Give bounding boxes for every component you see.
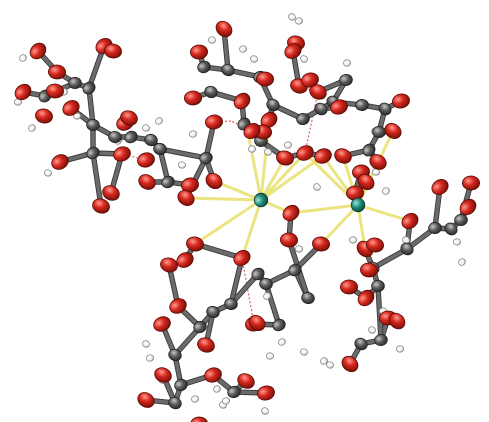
- carbon-atom: [300, 291, 315, 305]
- carbon-atom: [80, 80, 97, 97]
- coordination-bond: [195, 200, 261, 244]
- coordination-bond: [291, 205, 358, 213]
- oxygen-atom: [135, 390, 157, 411]
- hydrogen-atom: [266, 352, 274, 360]
- oxygen-atom: [231, 247, 253, 268]
- carbon-atom: [374, 333, 389, 347]
- oxygen-atom: [190, 44, 208, 59]
- oxygen-atom: [399, 210, 421, 232]
- coordination-bond: [242, 200, 261, 258]
- oxygen-atom: [152, 365, 173, 385]
- oxygen-atom: [136, 151, 157, 169]
- carbon-atom: [373, 126, 386, 137]
- oxygen-atom: [48, 65, 66, 80]
- hydrogen-atom: [277, 337, 286, 346]
- metal-atom: [351, 198, 365, 212]
- oxygen-atom: [111, 144, 132, 163]
- coordination-bond: [358, 205, 410, 221]
- oxygen-atom: [184, 91, 201, 105]
- carbon-atom: [68, 77, 81, 89]
- oxygen-atom: [231, 90, 253, 112]
- hydrogen-atom: [178, 161, 187, 169]
- oxygen-atom: [49, 152, 71, 173]
- oxygen-atom: [136, 172, 158, 193]
- hydrogen-atom: [349, 237, 357, 244]
- hydrogen-atom: [343, 59, 351, 66]
- hydrogen-atom: [453, 239, 460, 245]
- oxygen-atom: [340, 280, 357, 294]
- oxygen-atom: [34, 107, 54, 125]
- carbon-atom: [167, 395, 183, 411]
- hydrogen-atom: [367, 325, 377, 335]
- hydrogen-atom: [146, 354, 155, 362]
- oxygen-atom: [339, 353, 361, 375]
- hydrogen-atom: [295, 17, 303, 24]
- oxygen-atom: [196, 335, 217, 354]
- oxygen-atom: [204, 114, 223, 131]
- carbon-atom: [220, 62, 236, 78]
- hydrogen-atom: [284, 141, 292, 149]
- oxygen-atom: [151, 314, 172, 334]
- carbon-atom: [85, 145, 102, 162]
- hydrogen-atom: [248, 145, 257, 153]
- hydrogen-atom: [212, 385, 221, 394]
- hydrogen-atom: [396, 346, 404, 353]
- hydrogen-atom: [300, 348, 309, 356]
- oxygen-atom: [280, 202, 302, 224]
- oxygen-atom: [280, 232, 298, 247]
- hydrogen-atom: [142, 124, 151, 132]
- carbon-atom: [196, 59, 212, 74]
- hydrogen-atom: [260, 406, 270, 415]
- carbon-atom: [123, 129, 140, 145]
- oxygen-atom: [382, 120, 404, 141]
- hydrogen-atom: [18, 53, 28, 63]
- hydrogen-atom: [381, 186, 391, 196]
- hydrogen-atom: [154, 116, 163, 125]
- carbon-atom: [271, 317, 288, 333]
- hydrogen-atom: [207, 36, 216, 45]
- hydrogen-atom: [457, 257, 467, 267]
- oxygen-atom: [256, 72, 274, 87]
- hydrogen-atom: [295, 245, 303, 252]
- carbon-atom: [173, 378, 189, 393]
- carbon-atom: [355, 99, 369, 111]
- hydrogen-atom: [312, 182, 322, 192]
- carbon-atom: [160, 174, 177, 190]
- oxygen-atom: [332, 146, 353, 166]
- hydrogen-atom: [188, 130, 197, 139]
- carbon-atom: [454, 214, 468, 226]
- hydrogen-atom: [191, 395, 200, 403]
- hydrogen-atom: [238, 45, 247, 54]
- hydrogen-atom: [249, 55, 258, 64]
- hydrogen-atom: [299, 54, 309, 63]
- hydrogen-atom: [141, 340, 150, 349]
- coordination-bond: [186, 198, 261, 200]
- hydrogen-atom: [44, 169, 52, 177]
- hydrogen-atom: [222, 397, 230, 405]
- oxygen-atom: [190, 416, 209, 422]
- oxygen-atom: [256, 384, 276, 402]
- oxygen-atom: [462, 176, 479, 190]
- oxygen-atom: [159, 256, 179, 274]
- oxygen-atom: [429, 176, 451, 197]
- carbon-atom: [372, 280, 385, 291]
- hydrogen-atom: [27, 123, 37, 133]
- carbon-atom: [203, 84, 219, 99]
- oxygen-atom: [203, 170, 225, 192]
- oxygen-atom: [213, 18, 235, 40]
